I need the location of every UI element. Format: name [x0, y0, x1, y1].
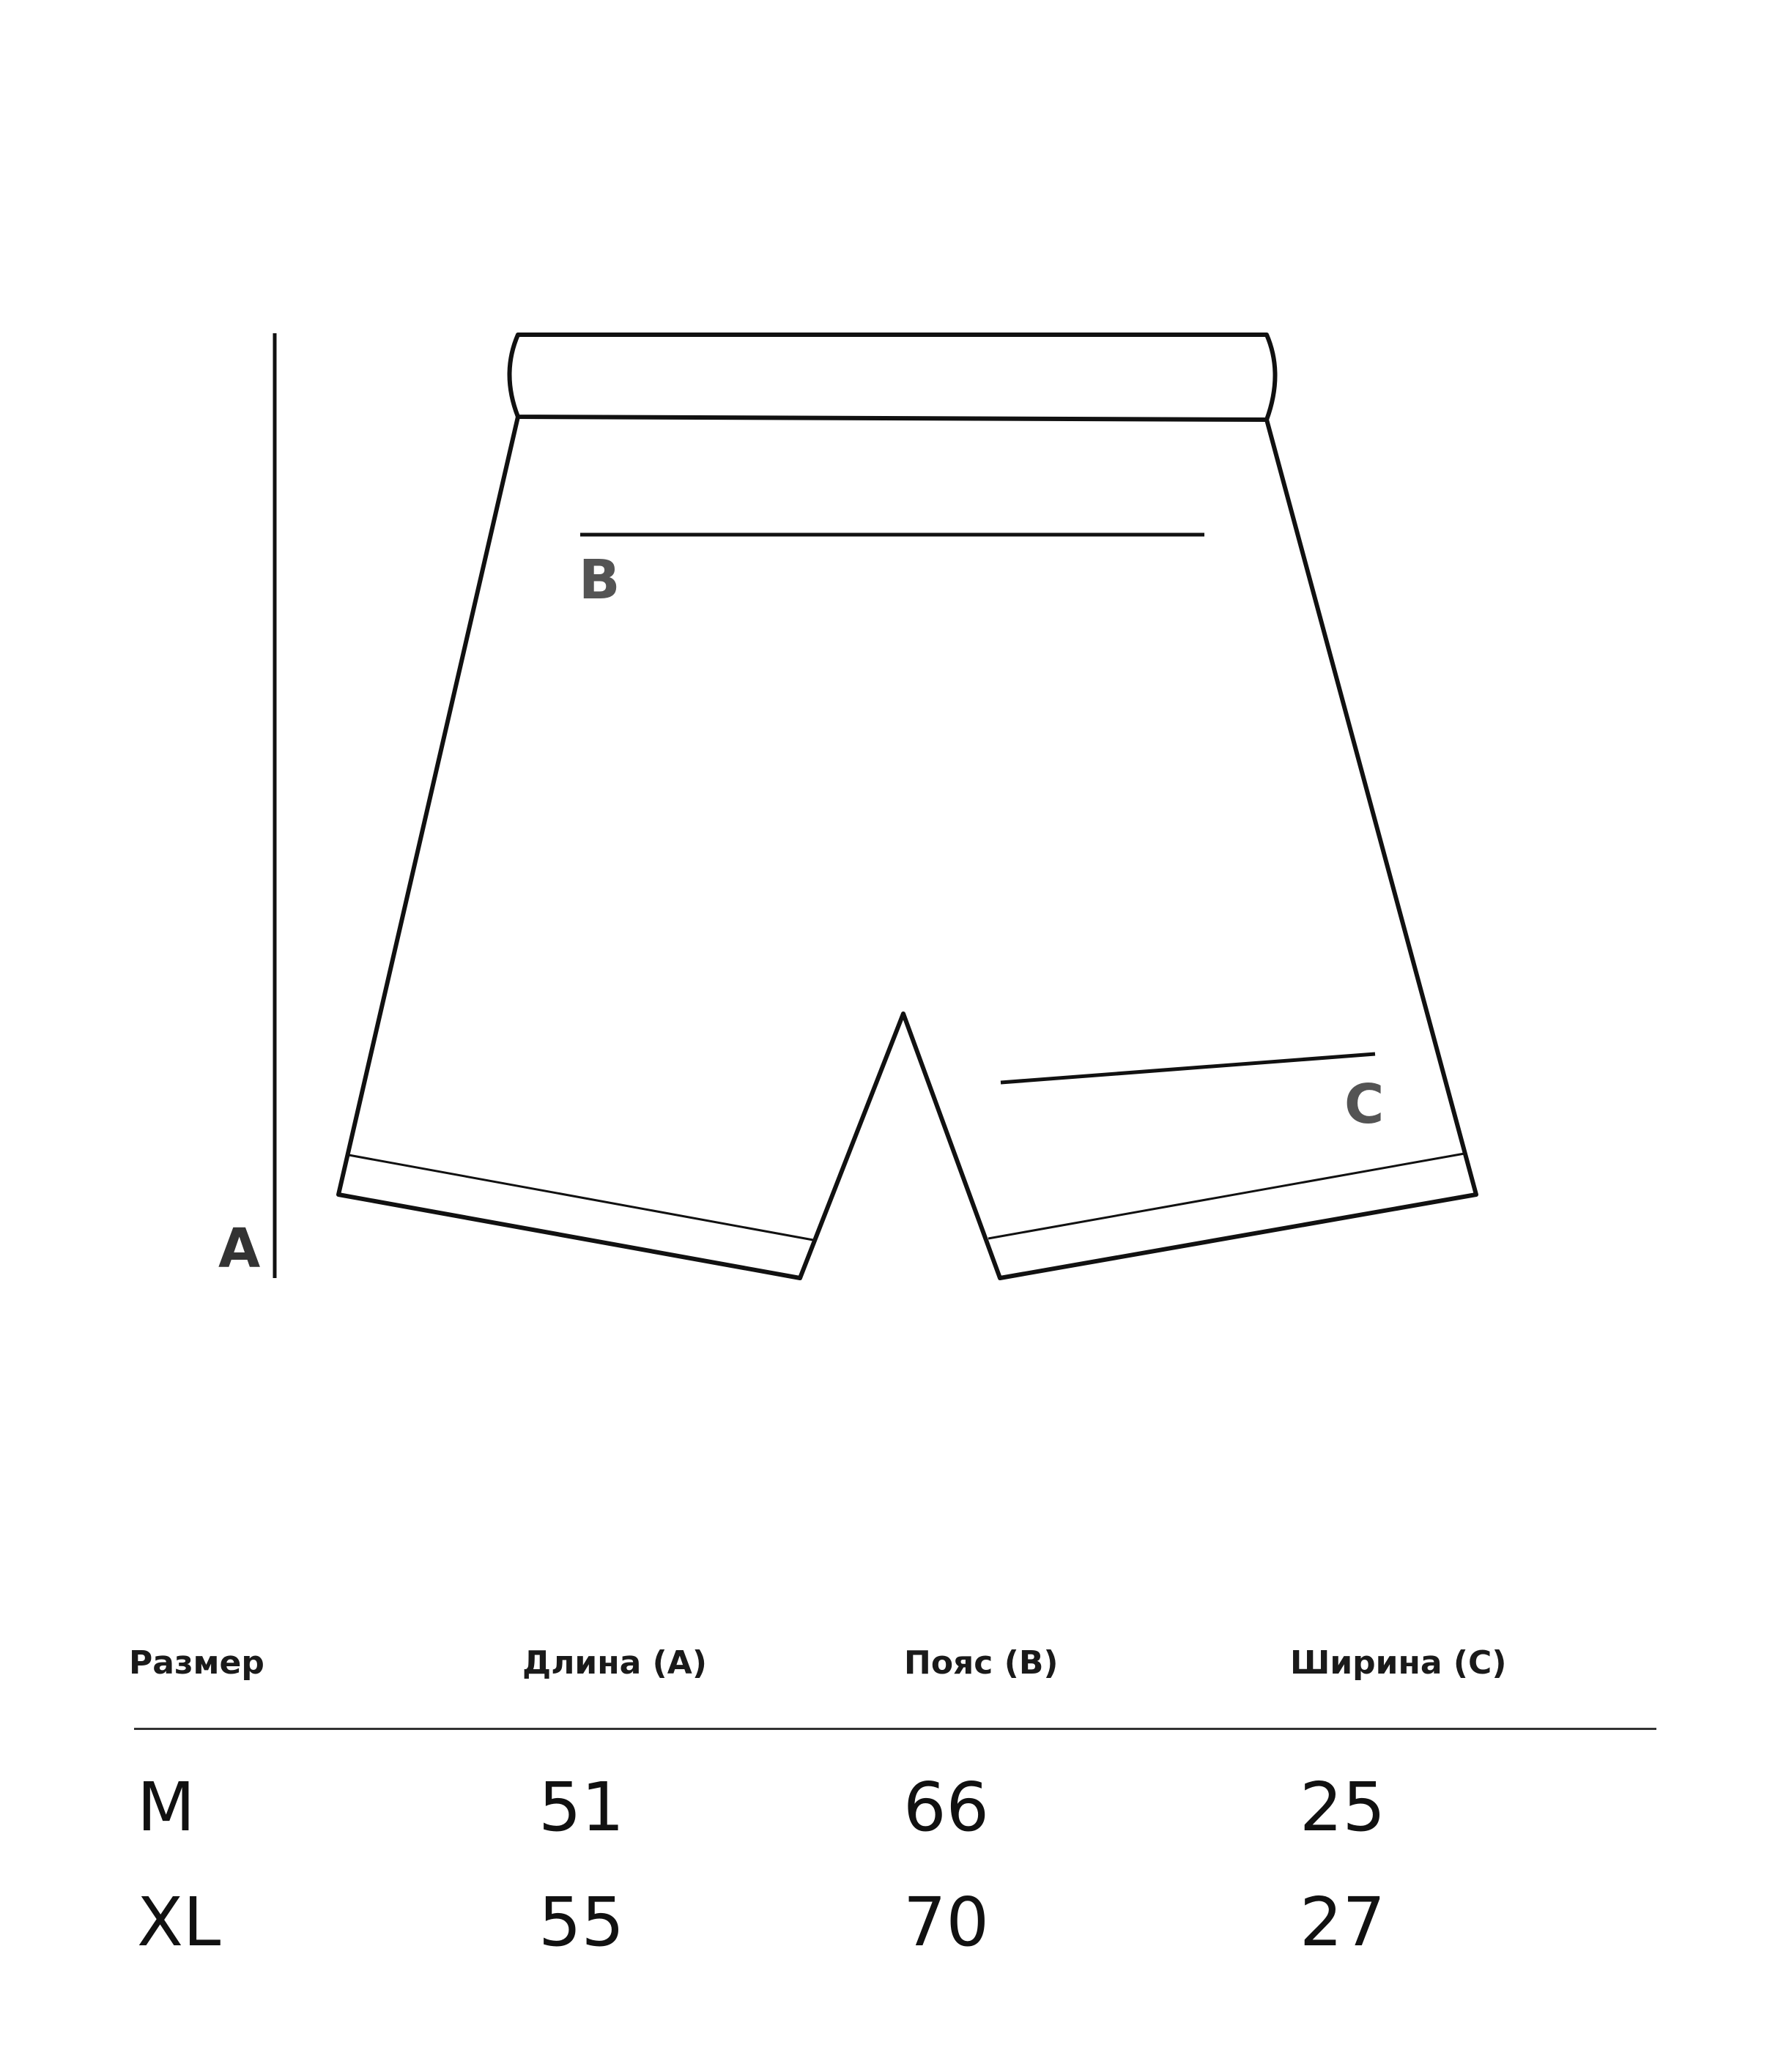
width-measure-line: [1001, 1054, 1375, 1083]
table-cell-width: 25: [1300, 1768, 1386, 1846]
table-header-length: Длина (A): [522, 1644, 707, 1682]
right-hem-seam: [988, 1154, 1464, 1239]
shorts-waistband: [510, 335, 1275, 420]
table-header-waist: Пояс (B): [904, 1644, 1059, 1682]
table-cell-width: 27: [1300, 1883, 1386, 1961]
table-header-size: Размер: [129, 1644, 264, 1682]
table-header-width: Ширина (C): [1290, 1644, 1507, 1682]
table-cell-waist: 70: [903, 1883, 990, 1961]
left-hem-seam: [349, 1155, 813, 1240]
width-label-c: C: [1344, 1073, 1385, 1136]
table-cell-waist: 66: [903, 1768, 990, 1846]
waist-label-b: B: [579, 549, 621, 612]
table-cell-length: 51: [538, 1768, 625, 1846]
table-cell-length: 55: [538, 1883, 625, 1961]
shorts-body-outline: [338, 417, 1476, 1278]
length-label-a: A: [218, 1217, 261, 1280]
table-cell-size: M: [137, 1768, 196, 1846]
table-cell-size: XL: [137, 1883, 221, 1961]
table-header-divider: [134, 1728, 1656, 1730]
